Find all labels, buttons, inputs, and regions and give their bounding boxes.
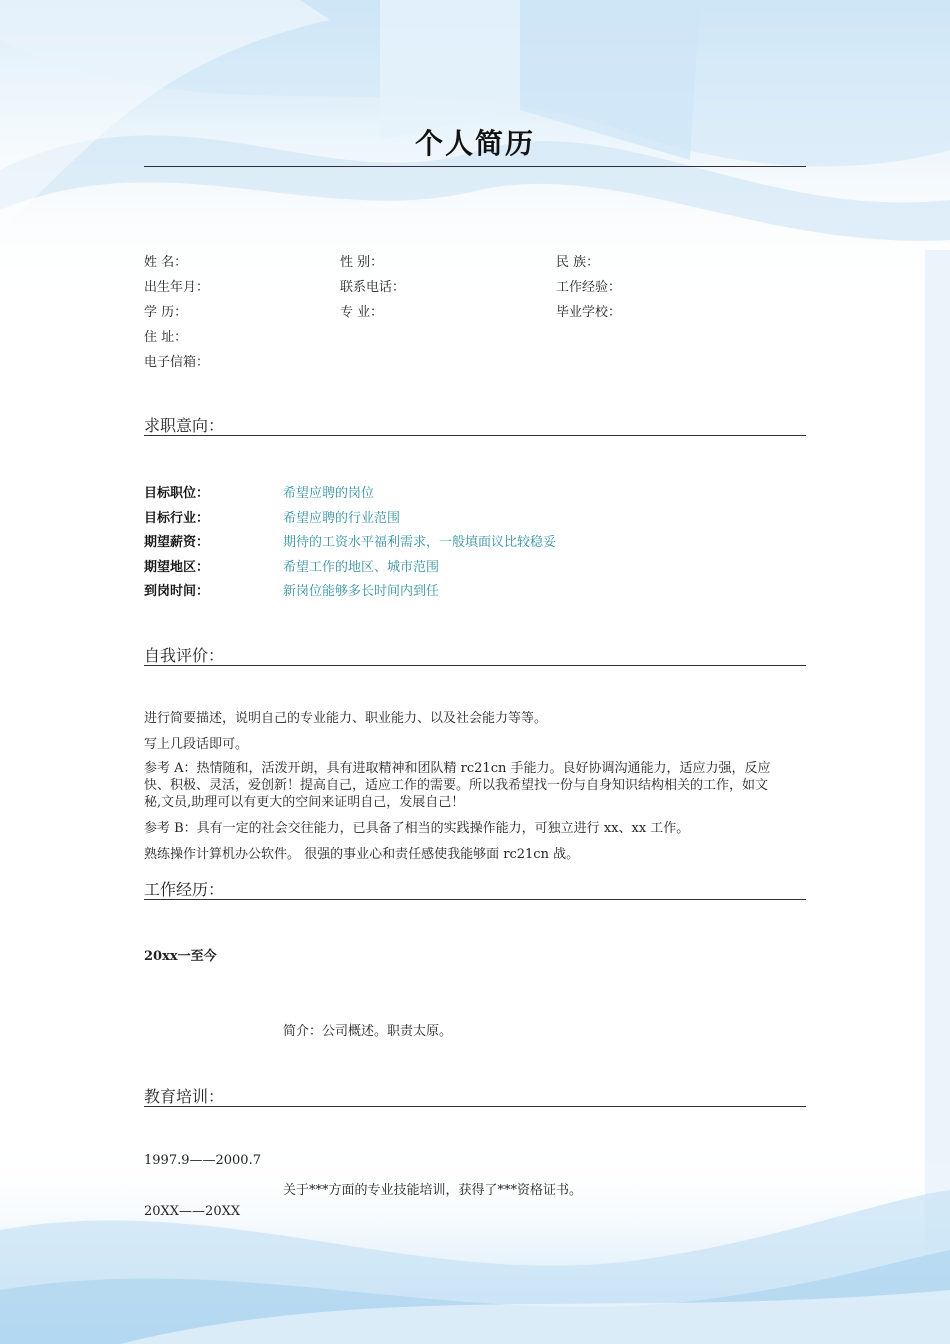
job-row-value: 希望应聘的岗位 (283, 486, 375, 501)
job-row-label: 期望薪资： (144, 535, 210, 550)
self-eval-paragraph: 参考 B：具有一定的社会交往能力，已具备了相当的实践操作能力，可独立进行 xx、xx 工作。 (144, 821, 690, 836)
job-row-value: 希望工作的地区、城市范围 (283, 560, 440, 575)
self-eval-paragraph: 参考 A：热情随和，活泼开朗，具有进取精神和团队精 rc21cn 手能力。良好协调沟通能力，适应力强，反应 (144, 761, 771, 776)
email-label: 电子信箱： (144, 355, 210, 370)
job-row-value: 期待的工资水平福利需求，一般填面议比较稳妥 (283, 535, 557, 550)
phone-label: 联系电话： (340, 280, 406, 295)
school-label: 毕业学校： (556, 305, 622, 320)
page-title: 个人简历 (414, 127, 535, 160)
job-row-label: 目标职位： (144, 486, 210, 501)
work-intro: 简介：公司概述。职责太原。 (283, 1024, 453, 1039)
job-row-label: 到岗时间： (144, 584, 210, 599)
education-period: 1997.9——2000.7 (144, 1153, 261, 1168)
education-label: 学 历： (144, 305, 188, 320)
major-label: 专 业： (340, 305, 384, 320)
self-eval-paragraph: 秘,文员,助理可以有更大的空间来证明自己，发展自己！ (144, 795, 465, 810)
ethnicity-label: 民 族： (556, 255, 600, 270)
address-label: 住 址： (144, 330, 188, 345)
job-row-label: 期望地区： (144, 560, 210, 575)
education-detail: 关于***方面的专业技能培训，获得了***资格证书。 (283, 1183, 583, 1198)
job-row-value: 希望应聘的行业范围 (283, 511, 401, 526)
work-period: 20xx一至今 (144, 949, 217, 964)
self-eval-paragraph: 快、积极、灵活，爱创新！提高自己，适应工作的需要。所以我希望找一份与自身知识结构相关的工作，如文 (144, 778, 769, 793)
self-eval-paragraph: 进行简要描述，说明自己的专业能力、职业能力、以及社会能力等等。 (144, 711, 548, 726)
title-divider (144, 166, 806, 167)
gender-label: 性 别： (340, 255, 384, 270)
education-period: 20XX——20XX (144, 1204, 241, 1219)
self-eval-paragraph: 写上几段话即可。 (144, 737, 249, 752)
section-self-evaluation: 自我评价： (144, 643, 806, 666)
job-row-label: 目标行业： (144, 511, 210, 526)
birth-label: 出生年月： (144, 280, 210, 295)
section-job-intention: 求职意向： (144, 413, 806, 436)
experience-label: 工作经验： (556, 280, 622, 295)
job-row-value: 新岗位能够多长时间内到任 (283, 584, 440, 599)
section-work-experience: 工作经历： (144, 877, 806, 900)
section-education-training: 教育培训： (144, 1084, 806, 1107)
name-label: 姓 名： (144, 255, 188, 270)
self-eval-paragraph: 熟练操作计算机办公软件。 很强的事业心和责任感使我能够面 rc21cn 战。 (144, 847, 580, 862)
